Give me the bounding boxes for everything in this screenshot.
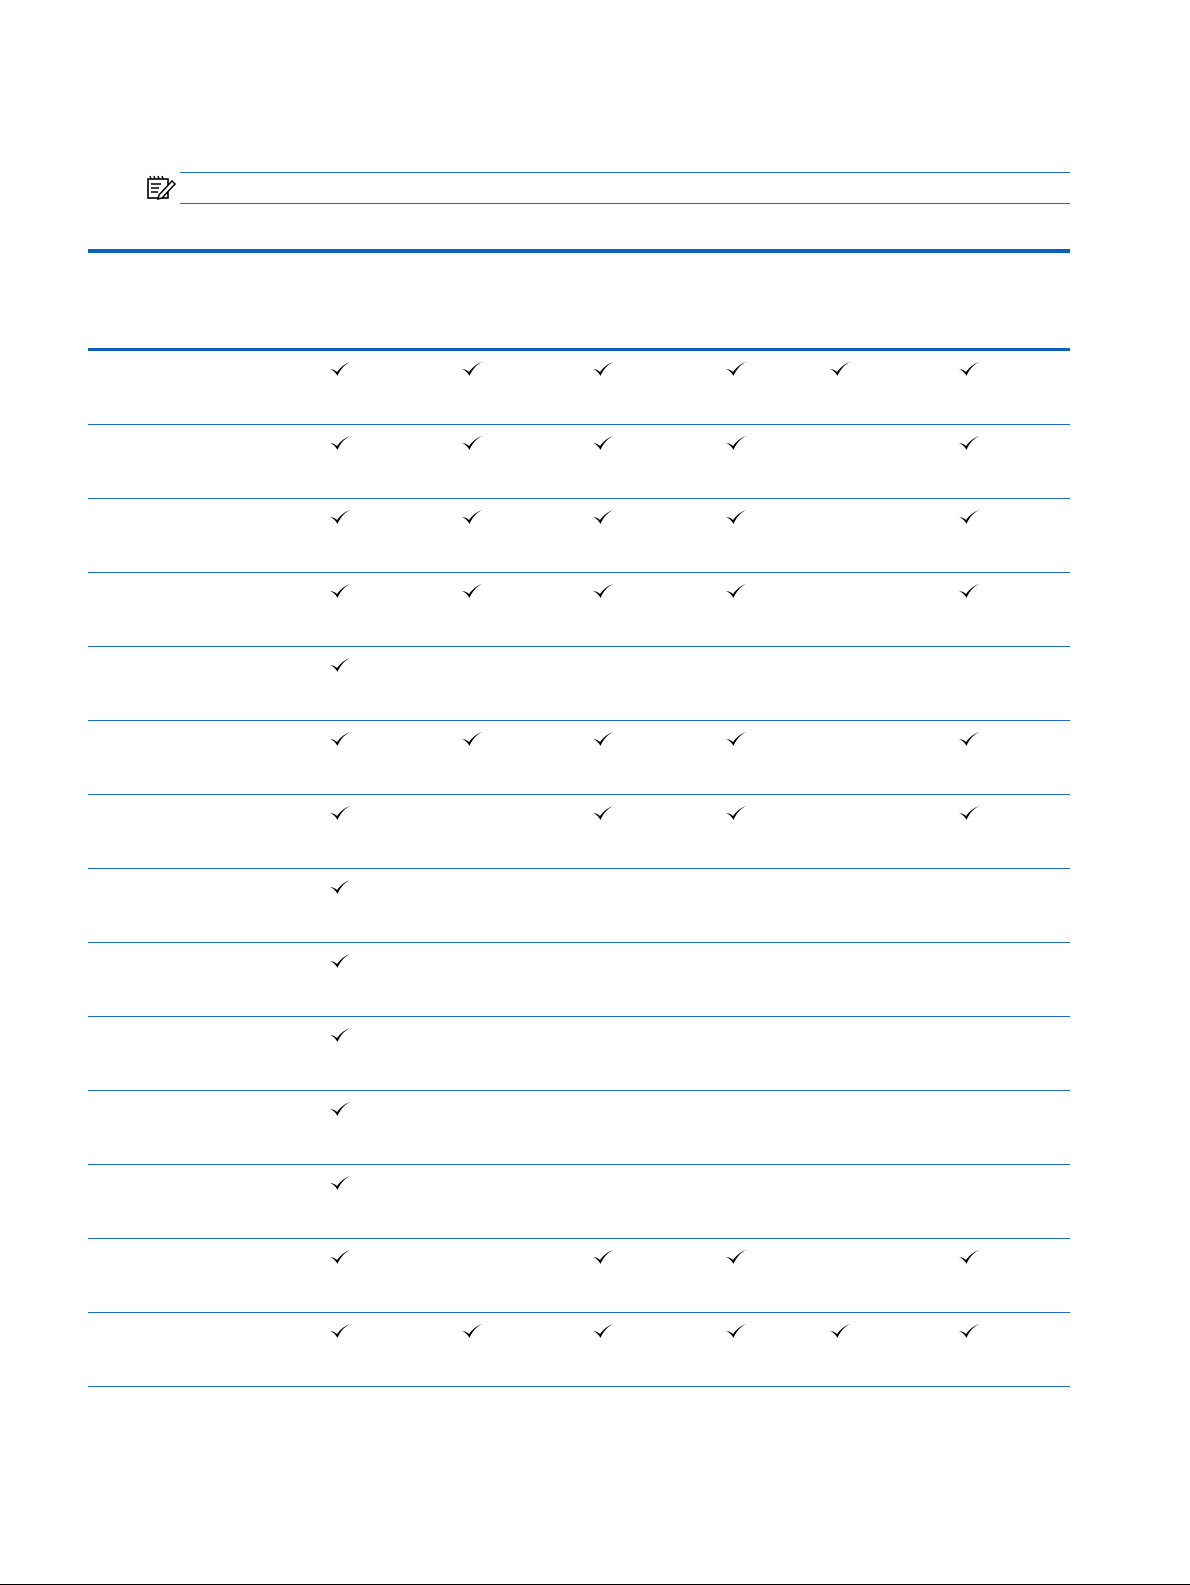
check-icon <box>329 509 351 525</box>
check-icon <box>461 509 483 525</box>
table-row <box>88 425 1070 499</box>
check-icon <box>592 583 614 599</box>
note-bottom-rule <box>180 203 1070 204</box>
check-icon <box>461 435 483 451</box>
check-icon <box>461 1323 483 1339</box>
check-icon <box>592 731 614 747</box>
check-icon <box>592 435 614 451</box>
check-icon <box>829 1323 851 1339</box>
table-top-rule <box>88 249 1070 253</box>
check-icon <box>592 361 614 377</box>
note-top-rule <box>180 172 1070 173</box>
check-icon <box>329 1249 351 1265</box>
check-icon <box>461 731 483 747</box>
check-icon <box>958 1249 980 1265</box>
check-icon <box>329 435 351 451</box>
table-row <box>88 499 1070 573</box>
check-icon <box>592 1249 614 1265</box>
check-icon <box>329 1027 351 1043</box>
check-icon <box>592 1323 614 1339</box>
check-icon <box>958 731 980 747</box>
check-icon <box>725 361 747 377</box>
check-icon <box>329 583 351 599</box>
check-icon <box>958 435 980 451</box>
check-icon <box>592 805 614 821</box>
check-icon <box>592 509 614 525</box>
table-row <box>88 1017 1070 1091</box>
table-row <box>88 1165 1070 1239</box>
check-icon <box>329 1323 351 1339</box>
check-icon <box>725 731 747 747</box>
check-icon <box>329 657 351 673</box>
check-icon <box>725 435 747 451</box>
check-icon <box>958 805 980 821</box>
check-icon <box>829 361 851 377</box>
table-row <box>88 721 1070 795</box>
check-icon <box>725 1323 747 1339</box>
check-icon <box>329 1101 351 1117</box>
table-row <box>88 1313 1070 1387</box>
check-icon <box>958 583 980 599</box>
table-row <box>88 943 1070 1017</box>
check-icon <box>329 1175 351 1191</box>
check-icon <box>329 953 351 969</box>
check-icon <box>329 361 351 377</box>
check-icon <box>461 583 483 599</box>
table-row <box>88 1091 1070 1165</box>
table-row <box>88 869 1070 943</box>
table-row <box>88 795 1070 869</box>
table-row <box>88 351 1070 425</box>
note-icon <box>145 173 177 201</box>
check-icon <box>725 805 747 821</box>
check-icon <box>725 509 747 525</box>
check-icon <box>329 805 351 821</box>
check-icon <box>329 879 351 895</box>
check-icon <box>329 731 351 747</box>
table-row <box>88 573 1070 647</box>
check-icon <box>958 1323 980 1339</box>
check-icon <box>725 583 747 599</box>
table-row <box>88 647 1070 721</box>
check-icon <box>725 1249 747 1265</box>
table-row <box>88 1239 1070 1313</box>
check-icon <box>958 509 980 525</box>
check-icon <box>461 361 483 377</box>
check-icon <box>958 361 980 377</box>
